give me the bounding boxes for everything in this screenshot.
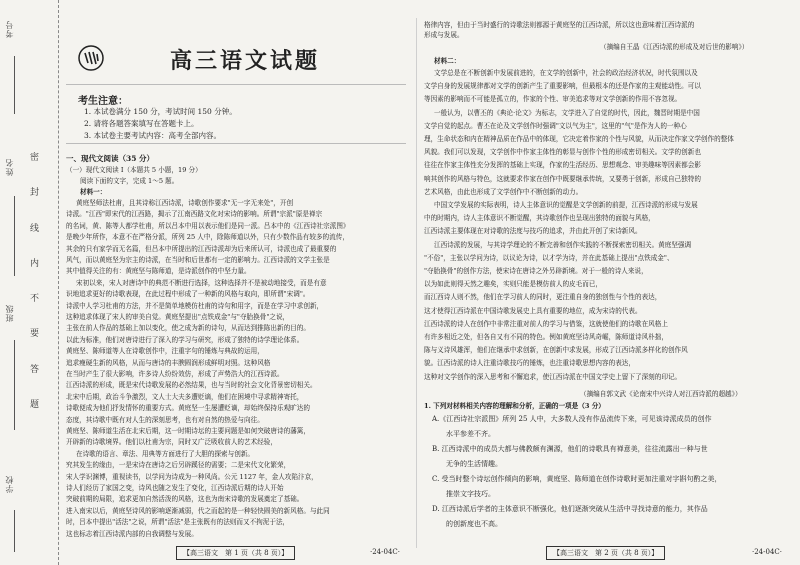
- margin-blank-line: [14, 340, 15, 430]
- passage-line: 这种追求体现了宋人的审美自觉。黄庭坚提出"点铁成金"与"夺胎换骨"之说，: [66, 313, 290, 321]
- seal-char: 题: [30, 399, 40, 410]
- passage-line: 江西诗派的形成，既是宋代诗歌发展的必然结果，也与当时的社会文化背景密切相关。: [66, 381, 317, 390]
- option-continuation: 水平参差不齐。: [446, 430, 495, 438]
- margin-blank-line: [14, 510, 15, 552]
- notice-item: 3. 本试卷主要考试内容：高考全部内容。: [84, 131, 222, 140]
- passage-line: 有许多相近之处，但各自又有不同的特色。例如黄庭坚诗风奇崛，陈师道诗风朴拙，: [424, 333, 668, 341]
- passage-line: 其余的只有家学而无名篇，但吕本中所提出的江西诗派却为后来所认可，诗派也成了最重要的: [66, 244, 337, 253]
- material-two-label: 材料二：: [434, 57, 461, 65]
- passage-line: "夺胎换骨"的创作方法，使宋诗在唐诗之外另辟新境。对于一般的诗人来说，: [424, 267, 648, 275]
- passage-line: 其中值得关注的有：黄庭坚与陈师道，是诗派创作的中坚力量。: [66, 267, 251, 276]
- passage-line: 黄庭坚、陈师道等人在诗歌创作中，注重字句的锤炼与典故的运用，: [66, 347, 264, 356]
- option-line: C. 受当时整个诗坛创作倾向的影响，黄庭坚、陈师道在创作诗歌时更加注重对字斟句酌之美，: [432, 475, 722, 483]
- passage-line: 貌。江西诗派的诗人注重诗歌技巧的锤炼，也注重诗歌思想内容的表达，: [424, 359, 635, 368]
- seal-char: 线: [30, 223, 40, 234]
- exam-logo-icon: [78, 45, 104, 71]
- page-footer-label: 【高三语文 第 1 页（共 8 页）】: [176, 546, 295, 560]
- notice-title: 考生注意：: [78, 96, 128, 107]
- passage-line: 中的时期内，诗人主体意识不断觉醒，其诗歌创作也呈现出独特的面貌与风格，: [424, 214, 655, 223]
- seal-char: 答: [30, 364, 40, 375]
- passage-line: 态度，其诗歌中既有对人生的深刻思考，也有对自然的热爱与向往。: [66, 415, 264, 424]
- passage-line: 突破前期的局限，追求更加自然活泼的风格，这也为南宋诗歌的发展奠定了基础。: [66, 495, 304, 504]
- passage-line: 艺术风格，由此也形成了文学创作中不断创新的动力。: [424, 187, 583, 196]
- notice-item: 1. 本试卷满分 150 分，考试时间 150 分钟。: [84, 107, 237, 116]
- notice-item: 2. 请将各题答案填写在答题卡上。: [84, 119, 199, 128]
- seal-char: 内: [30, 258, 40, 269]
- binding-margin: [0, 0, 59, 565]
- passage-line: 而江西诗人则不然，他们在学习前人的同时，更注重自身的独创性与个性的表达，: [424, 293, 662, 302]
- passage-line: 在诗歌的语言、章法、用典等方面进行了大胆的探索与创新。: [76, 449, 255, 458]
- passage-line: 诗派中人学习杜甫的方法，并不是简单地模仿杜甫的诗句和用字，而是在学习中求创新，: [66, 301, 324, 310]
- seal-char: 不: [30, 294, 40, 305]
- page-footer-label: 【高三语文 第 2 页（共 8 页）】: [546, 546, 665, 560]
- passage-line: 陈与义诗风雄浑，他们在继承中求创新，在创新中求发展，形成了江西诗派多样化的创作风: [424, 346, 688, 355]
- citation: （摘编自王晶《江西诗派的形成及对后世的影响》）: [600, 43, 749, 51]
- passage-line: 时，吕本中提出"活法"之说，所谓"活法"是主张既有的法则而又不拘泥于法，: [66, 518, 290, 527]
- passage-line: 是晚少年所作，本意不在严格分派，所列 25 人中，除陈师道以外，只有少数作品有较多的流传，: [66, 233, 349, 242]
- instruction: 阅读下面的文字，完成 1～5 题。: [80, 177, 179, 185]
- subsection-heading: （一）现代文阅读 I（本题共 5 小题，19 分）: [66, 166, 202, 174]
- passage-line: 这种对文学创作的深入思考和不懈追求，使江西诗派在中国文学史上留下了深刻的印记。: [424, 372, 682, 381]
- passage-line: 江西诗派的发展，与其诗学理论的不断完善和创作实践的不断探索密切相关。黄庭坚强调: [434, 240, 692, 249]
- passage-line: 响其创作的风格与特色，这就要求作家在创作中既要继承传统，又要勇于创新，形成自己独特的: [424, 174, 701, 183]
- passage-line: 风貌。我们可以发现，文学创作中作家主体性的彰显与创作个性的形成密切相关。文学的创新也: [424, 148, 701, 157]
- page-title: 高三语文试题: [170, 48, 321, 74]
- seal-char: 要: [30, 329, 40, 340]
- seal-char: 密: [30, 153, 40, 163]
- passage-line: 往往在作家主体性充分发挥的基础上实现，作家的生活经历、思想观念、审美趣味等因素都会影: [424, 161, 701, 170]
- option-continuation: 的创新度也不高。: [446, 520, 502, 528]
- margin-blank-line: [14, 56, 15, 114]
- option-line: D. 江西诗派后学者的主体意识不断强化，他们逐渐突破从生活中寻找诗意的能力，其作品: [432, 505, 708, 513]
- passage-line: 以此为标准，他们对唐诗进行了深入的学习与研究，形成了独特的诗学理论体系。: [66, 335, 304, 344]
- passage-line: 进入南宋以后，黄庭坚诗风的影响逐渐减弱，代之而起的是一种轻快圆美的新风格。与此同: [66, 506, 330, 515]
- margin-blank-line: [14, 196, 15, 276]
- passage-line: 理，生命状态和内在精神品质在作品中的体现，它决定着作家的个性与风貌，从而决定作家文学创作的整体: [424, 135, 734, 143]
- margin-field-class: 班级: [5, 304, 14, 322]
- passage-line: 江西诗派主要体现在对诗歌的法度与技巧的追求，并由此开创了宋诗新风。: [424, 227, 642, 236]
- material-one-label: 材料一：: [80, 188, 107, 196]
- passage-line: 宋人学识渊博，重视读书，以学问为诗成为一种风尚。公元 1127 年，金人攻陷汴京，: [66, 472, 318, 481]
- option-line: A.《江西诗社宗派图》所列 25 人中，大多数人没有作品流传下来，可见该诗派成员的创作: [432, 415, 712, 423]
- page-footer-code: ·24-04C·: [370, 548, 400, 556]
- passage-line: 这才使得江西诗派在中国诗歌发展史上具有重要的地位，成为宋诗的代表。: [424, 306, 642, 315]
- passage-line: 格律内容，但由于当时盛行的诗歌法则都源于黄庭坚的江西诗派，所以这也意味着江西诗派的: [424, 21, 695, 29]
- section-heading: 一、现代文阅读（35 分）: [66, 154, 155, 163]
- passage-line: 诗歌便成为他们抒发情怀的重要方式。黄庭坚一生屡遭贬谪，却始终保持乐观旷达的: [66, 404, 310, 413]
- question-stem: 1. 下列对材料相关内容的理解和分析，正确的一项是（3 分）: [424, 402, 605, 410]
- passage-line: 文学总是在不断创新中发展前进的，在文学的创新中，社会的政治经济状况，时代氛围以及: [434, 69, 698, 77]
- passage-line: 形成与发展。: [424, 31, 464, 39]
- margin-field-exam-number: 考号: [5, 20, 14, 38]
- column-divider: [416, 18, 417, 548]
- passage-line: 文学自身的发展规律都对文学的创新产生了重要影响，但最根本的还是作家的主观能动性。可以: [424, 82, 701, 91]
- passage-line: 北宋中后期，政治斗争激烈，文人士大夫多遭贬谪，他们在困境中寻求精神寄托，: [66, 392, 304, 401]
- margin-field-name: 姓名: [5, 158, 14, 176]
- passage-line: 中国文学发展的实际表明，诗人主体意识的觉醒是文学创新的前提，江西诗派的形成与发展: [434, 201, 698, 209]
- passage-line: 等因素的影响而不可能是孤立的，作家的个性、审美追求等对文学创新的作用不容忽视。: [424, 95, 682, 104]
- passage-line: 宋初以来，宋人对唐诗中的典范不断进行选择，这种选择并不是被动地接受，而是有意: [76, 278, 327, 287]
- passage-line: 开辟新的诗歌境界。他们以杜甫为宗，同时又广泛吸收前人的艺术经验，: [66, 438, 277, 447]
- passage-line: 江西诗派的诗人在创作中非常注重对前人的学习与借鉴，这就使他们的诗歌在风格上: [424, 319, 668, 328]
- passage-line: 在当时产生了很大影响，许多诗人纷纷效仿，形成了声势浩大的江西诗派。: [66, 370, 284, 378]
- passage-line: 这也标志着江西诗派内部的自我调整与发展。: [66, 529, 198, 538]
- passage-line: 黄庭坚、陈师道生活在北宋后期，这一时期诗坛的主要问题是如何突破唐诗的藩篱，: [66, 427, 310, 435]
- passage-line: 一般认为，以曹丕的《典论·论文》为标志，文学进入了自觉的时代，因此，魏晋时期是中国: [434, 108, 700, 117]
- passage-line: 追求瘦硬生新的风格，从而与唐诗的丰腴圆润形成鲜明对照。这种风格: [66, 358, 271, 367]
- passage-line: 黄庭坚师法杜甫，且其诗称江西诗派，诗歌创作要求"无一字无来处"，开创: [76, 199, 294, 207]
- passage-line: 诗人们经历了家国之变，诗风也随之发生了变化，江西诗派后期的诗人开始: [66, 484, 284, 492]
- passage-line: 诗派。"江西"即宋代的江西路，揭示了江南西路文化对宋诗的影响。所谓"宗派"原是禅宗: [66, 210, 323, 219]
- passage-line: 究其发生的缘由，一是宋诗在唐诗之后另辟蹊径的需要；二是宋代文化繁荣，: [66, 461, 291, 470]
- option-continuation: 无争的生活情趣。: [446, 460, 502, 468]
- citation: （摘编自郭文武《论南宋中兴诗人对江西诗派的超越》）: [580, 390, 742, 398]
- passage-line: "不俗"，主张以学问为诗，以议论为诗，以才学为诗，并在此基础上提出"点铁成金"、: [424, 253, 674, 262]
- passage-line: 文学自觉的起点。曹丕在论及文学创作时强调"文以气为主"，这里的"气"是作为人的一种心: [424, 121, 687, 130]
- passage-line: 主张在前人作品的基础上加以变化，使之成为新的诗句，从而达到推陈出新的目的。: [66, 324, 310, 333]
- seal-char: 封: [30, 188, 40, 199]
- page-footer-code: ·24-04C·: [752, 548, 782, 556]
- passage-line: 以为如此则得天然之趣矣，实则只能是模仿前人的皮毛而已，: [424, 280, 603, 289]
- passage-line: 风气，而以黄庭坚为宗主的诗派，在当时和后世都有一定的影响力。江西诗派的文学主张是: [66, 256, 330, 264]
- passage-line: 识地追求更好的诗歌表现，在此过程中形成了一种新的风格与取向，即所谓"宋调"。: [66, 290, 310, 299]
- margin-field-school: 学校: [5, 475, 14, 493]
- seal-line-text: [30, 150, 39, 410]
- option-continuation: 推崇文字技巧。: [446, 490, 495, 498]
- option-line: B. 江西诗派中的成员大都与佛教颇有渊源，他们的诗歌具有禅意美，往往流露出一种与世: [432, 445, 708, 453]
- passage-line: 的名词，黄、陈等人都学杜甫，所以吕本中用以表示他们是同一派。吕本中的《江西诗社宗派图》: [66, 221, 350, 230]
